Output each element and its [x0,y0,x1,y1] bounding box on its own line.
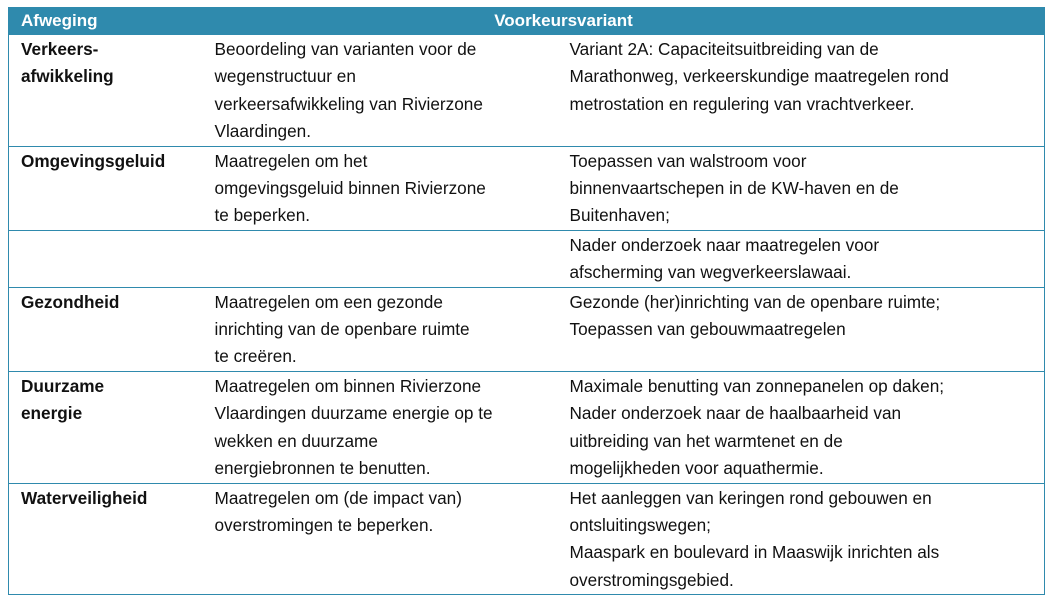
header-voorkeursvariant: Voorkeursvariant [203,7,1045,35]
row-measure [203,35,555,146]
row-topic-line: Waterveiligheid [21,487,148,508]
row-topic-line: Duurzame [21,375,105,396]
row-measure [203,146,555,230]
row-variant-line: Het aanleggen van keringen rond gebouwen en [569,487,932,508]
table-row [9,371,1045,483]
table-row [9,35,1045,146]
row-variant-line: ontsluitingswegen; [569,514,711,535]
row-variant [555,483,1045,595]
row-variant-line: Nader onderzoek naar de haalbaarheid van [569,403,902,424]
row-variant-line: Toepassen van gebouwmaatregelen [569,319,846,340]
row-measure-line: Maatregelen om een gezonde [214,291,443,312]
row-measure-line: wekken en duurzame [214,430,378,451]
row-variant-line: Toepassen van walstroom voor [569,150,807,171]
row-variant [555,371,1045,483]
row-variant-line: Maximale benutting van zonnepanelen op daken; [569,375,945,396]
row-measure-line: Vlaardingen duurzame energie op te [214,403,493,424]
row-topic-line: Omgevingsgeluid [21,150,166,171]
row-variant-line: Nader onderzoek naar maatregelen voor [569,234,880,255]
row-variant [555,230,1045,287]
row-topic [9,146,203,230]
row-topic [9,230,203,287]
row-topic-line: Gezondheid [21,291,120,312]
row-topic-line: Verkeers- [21,39,99,59]
row-measure-line: Vlaardingen. [214,121,312,142]
row-measure [203,483,555,595]
row-variant-line: uitbreiding van het warmtenet en de [569,430,843,451]
row-measure-line: Maatregelen om (de impact van) [214,487,462,508]
row-measure-line: te beperken. [214,205,311,226]
row-variant-line: mogelijkheden voor aquathermie. [569,458,824,479]
row-variant-line: Variant 2A: Capaciteitsuitbreiding van de [569,39,879,59]
row-measure-line: Maatregelen om binnen Rivierzone [214,375,482,396]
row-variant-line: Gezonde (her)inrichting van de openbare ruimte; [569,291,941,312]
row-variant-line: Maaspark en boulevard in Maaswijk inrichten als [569,542,940,563]
voorkeursvariant-table [8,7,1045,595]
row-measure-line: te creëren. [214,346,297,367]
row-measure-line: energiebronnen te benutten. [214,458,431,479]
row-measure [203,230,555,287]
row-measure-line: Maatregelen om het [214,150,368,171]
row-variant-line: overstromingsgebied. [569,569,734,590]
table-row [9,230,1045,287]
row-measure-line: verkeersafwikkeling van Rivierzone [214,93,483,114]
table-row [9,287,1045,371]
row-topic [9,287,203,371]
row-measure-line: inrichting van de openbare ruimte [214,319,470,340]
row-variant-line: binnenvaartschepen in de KW-haven en de [569,178,899,199]
row-variant-line: Buitenhaven; [569,205,670,226]
row-measure-line: Beoordeling van varianten voor de [214,39,477,59]
row-measure [203,287,555,371]
header-afweging: Afweging [9,7,203,35]
row-variant [555,35,1045,146]
row-topic [9,35,203,146]
row-topic [9,483,203,595]
row-measure [203,371,555,483]
row-topic-line: afwikkeling [21,66,114,87]
table-header-row [9,7,1045,35]
table-row [9,146,1045,230]
row-variant-line: Marathonweg, verkeerskundige maatregelen rond [569,66,949,87]
row-measure-line: wegenstructuur en [214,66,356,87]
table-row [9,483,1045,595]
row-topic-line: energie [21,403,83,424]
row-variant [555,287,1045,371]
row-topic [9,371,203,483]
row-variant [555,146,1045,230]
row-measure-line: overstromingen te beperken. [214,514,434,535]
row-variant-line: afscherming van wegverkeerslawaai. [569,262,852,283]
row-measure-line: omgevingsgeluid binnen Rivierzone [214,178,486,199]
row-variant-line: metrostation en regulering van vrachtverkeer. [569,93,915,114]
